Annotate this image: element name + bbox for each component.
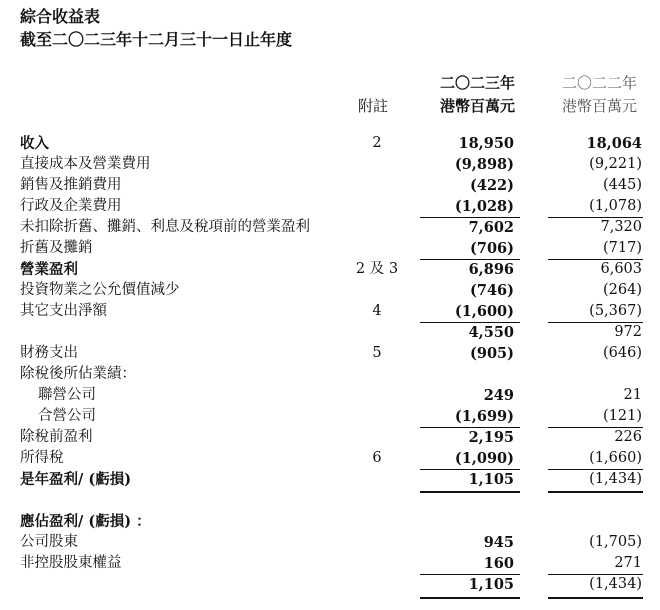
row-prior-value: 7,320 [600, 219, 642, 235]
row-selling-expenses [0, 175, 660, 196]
row-prior-value: (1,660) [589, 450, 642, 466]
row-subtotal [0, 322, 660, 343]
row-label: 未扣除折舊、攤銷、利息及稅項前的營業盈利 [20, 219, 310, 235]
row-attributable-header [0, 511, 660, 532]
row-current-value: (905) [470, 345, 514, 362]
row-label: 收入 [20, 135, 49, 152]
row-label: 銷售及推銷費用 [20, 177, 122, 193]
row-current-value: 945 [483, 534, 514, 551]
row-label: 直接成本及營業費用 [20, 156, 151, 172]
row-note: 5 [372, 345, 382, 361]
row-prior-value: 972 [614, 324, 642, 340]
row-current-value: (746) [470, 282, 514, 299]
row-current-value: 1,105 [468, 576, 514, 593]
row-current-value: 2,195 [468, 429, 514, 446]
row-profit-before-tax [0, 427, 660, 448]
row-ebitda [0, 217, 660, 238]
total-double-rule [420, 597, 520, 599]
row-non-controlling-interests [0, 553, 660, 574]
row-label: 營業盈利 [20, 261, 78, 278]
row-current-value: (422) [470, 177, 514, 194]
row-share-of-results [0, 364, 660, 385]
row-fair-value-decrease [0, 280, 660, 301]
row-note: 2 [372, 135, 382, 151]
row-current-value: (1,028) [454, 198, 514, 215]
prior-unit-header: 港幣百萬元 [562, 97, 638, 115]
row-attributable-total [0, 574, 660, 595]
row-note: 2 及 3 [355, 261, 399, 277]
row-prior-value: (717) [603, 240, 642, 256]
row-label: 公司股東 [20, 534, 78, 550]
row-prior-value: (9,221) [589, 156, 642, 172]
row-label: 所得稅 [20, 450, 64, 466]
row-operating-profit [0, 259, 660, 280]
total-double-rule [420, 491, 520, 493]
row-label: 應佔盈利/ (虧損) ： [20, 513, 151, 530]
row-label: 行政及企業費用 [20, 198, 122, 214]
row-label: 除稅前盈利 [20, 429, 93, 445]
row-label: 非控股股東權益 [20, 555, 122, 571]
row-current-value: 249 [483, 387, 514, 404]
row-associates [0, 385, 660, 406]
row-current-value: 7,602 [468, 219, 514, 236]
current-unit-header: 港幣百萬元 [440, 97, 516, 115]
row-label: 是年盈利/ (虧損) [20, 471, 132, 488]
row-prior-value: (445) [603, 177, 642, 193]
row-current-value: (706) [470, 240, 514, 257]
row-direct-costs [0, 154, 660, 175]
row-prior-value: 21 [623, 387, 642, 403]
row-income-tax [0, 448, 660, 469]
total-double-rule [548, 597, 643, 599]
row-finance-costs [0, 343, 660, 364]
row-current-value: 18,950 [458, 135, 514, 152]
row-prior-value: (121) [603, 408, 642, 424]
row-prior-value: (1,078) [589, 198, 642, 214]
row-profit-for-year [0, 469, 660, 490]
current-year-header: 二〇二三年 [440, 74, 516, 92]
row-shareholders [0, 532, 660, 553]
note-column-header: 附註 [358, 97, 389, 115]
row-label: 除稅後所佔業績： [20, 366, 136, 382]
row-prior-value: (1,434) [589, 471, 642, 487]
row-prior-value: (646) [603, 345, 642, 361]
statement-title: 綜合收益表 [20, 7, 101, 26]
row-current-value: 6,896 [468, 261, 514, 278]
row-current-value: 1,105 [468, 471, 514, 488]
row-note: 6 [372, 450, 382, 466]
row-prior-value: (1,705) [589, 534, 642, 550]
row-current-value: 4,550 [468, 324, 514, 341]
row-prior-value: 18,064 [586, 135, 642, 152]
row-current-value: (1,699) [454, 408, 514, 425]
row-prior-value: 271 [614, 555, 642, 571]
total-double-rule [548, 491, 643, 493]
row-label: 合營公司 [38, 408, 96, 424]
statement-period: 截至二〇二三年十二月三十一日止年度 [20, 30, 293, 49]
prior-year-header: 二〇二二年 [562, 74, 638, 92]
row-label: 投資物業之公允價值減少 [20, 282, 180, 298]
row-revenue [0, 133, 660, 154]
row-note: 4 [372, 303, 382, 319]
row-label: 其它支出淨額 [20, 303, 107, 319]
row-admin-expenses [0, 196, 660, 217]
row-prior-value: (1,434) [589, 576, 642, 592]
row-prior-value: 6,603 [600, 261, 642, 277]
row-prior-value: 226 [614, 429, 642, 445]
row-depreciation [0, 238, 660, 259]
row-prior-value: (264) [603, 282, 642, 298]
row-other-expenses [0, 301, 660, 322]
row-current-value: 160 [483, 555, 514, 572]
row-label: 聯營公司 [38, 387, 96, 403]
row-label: 財務支出 [20, 345, 78, 361]
row-label: 折舊及攤銷 [20, 240, 93, 256]
row-current-value: (1,090) [454, 450, 514, 467]
row-current-value: (9,898) [454, 156, 514, 173]
row-joint-ventures [0, 406, 660, 427]
row-current-value: (1,600) [454, 303, 514, 320]
row-prior-value: (5,367) [589, 303, 642, 319]
